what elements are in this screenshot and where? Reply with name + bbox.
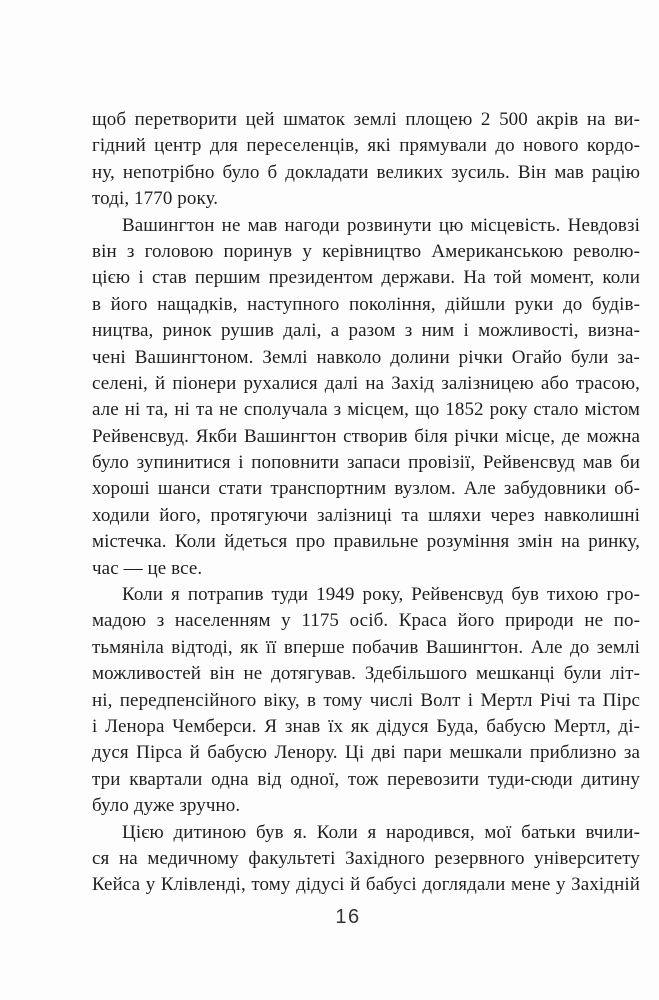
- paragraph: [92, 582, 640, 820]
- page-number: 16: [335, 906, 361, 928]
- text-line: гідний центр для переселенців, які прямували до нового кордо-: [92, 135, 640, 157]
- text-line: він з головою поринув у керівництво Американською револю-: [92, 240, 640, 262]
- text-line: можливостей він не дотягував. Здебільшого мешканці були літ-: [92, 663, 640, 685]
- text-line: цією і став першим президентом держави. На той момент, коли: [92, 267, 640, 289]
- text-line: Цією дитиною був я. Коли я народився, мої батьки вчили-: [122, 821, 640, 843]
- text-line: містечка. Коли йдеться про правильне розуміння змін на ринку,: [92, 531, 640, 553]
- text-line: щоб перетворити цей шматок землі площею 2 500 акрів на ви-: [92, 109, 640, 130]
- text-line: ходили його, протягуючи залізниці та шляхи через навколишні: [92, 504, 640, 526]
- text-line: Рейвенсвуд. Якби Вашингтон створив біля річки місце, де можна: [92, 425, 640, 447]
- text-line: ні, передпенсійного віку, в тому числі Волт і Мертл Річі та Пірс: [92, 689, 640, 711]
- text-line: мадою з населенням у 1175 осіб. Краса його природи не по-: [92, 610, 640, 632]
- text-line: ну, непотрібно було б докладати великих зусиль. Він мав рацію: [92, 161, 640, 183]
- paragraph: [92, 213, 640, 582]
- text-line: було дуже зручно.: [92, 795, 241, 817]
- text-line: час — це все.: [92, 557, 203, 579]
- text-line: Вашингтон не мав нагоди розвинути цю місцевість. Невдовзі: [122, 214, 640, 236]
- text-line: дуся Пірса й бабусю Ленору. Ці дві пари мешкали приблизно за: [92, 742, 640, 764]
- text-line: Кейса у Клівленді, тому дідусі й бабусі доглядали мене у Західній: [92, 874, 640, 896]
- text-line: але ні та, ні та не сполучала з місцем, що 1852 року стало містом: [92, 399, 640, 421]
- text-line: тьмяніла відтоді, як її вперше побачив Вашингтон. Але до землі: [92, 636, 640, 658]
- paragraph: [92, 820, 640, 899]
- text-line: було зупинитися і поповнити запаси провізії, Рейвенсвуд мав би: [92, 452, 640, 474]
- text-block: [92, 107, 640, 899]
- text-line: хороші шанси стати транспортним вузлом. Але забудовники об-: [92, 478, 640, 500]
- paragraph: [92, 107, 640, 213]
- text-line: три квартали одна від одної, тож перевозити туди-сюди дитину: [92, 768, 640, 790]
- text-line: Коли я потрапив туди 1949 року, Рейвенсвуд був тихою гро-: [122, 584, 640, 606]
- text-line: і Ленора Чемберси. Я знав їх як дідуся Буда, бабусю Мертл, ді-: [92, 715, 640, 737]
- text-line: ництва, ринок рушив далі, а разом з ним і можливості, визна-: [92, 320, 640, 342]
- text-line: в його нащадків, наступного покоління, дійшли руки до будів-: [92, 293, 640, 315]
- page-footer: [92, 906, 604, 929]
- text-line: ся на медичному факультеті Західного резервного університету: [92, 847, 640, 869]
- text-line: чені Вашингтоном. Землі навколо долини річки Огайо були за-: [92, 346, 640, 368]
- text-line: тоді, 1770 року.: [92, 188, 219, 210]
- text-line: селені, й піонери рухалися далі на Захід залізницею або трасою,: [92, 372, 640, 394]
